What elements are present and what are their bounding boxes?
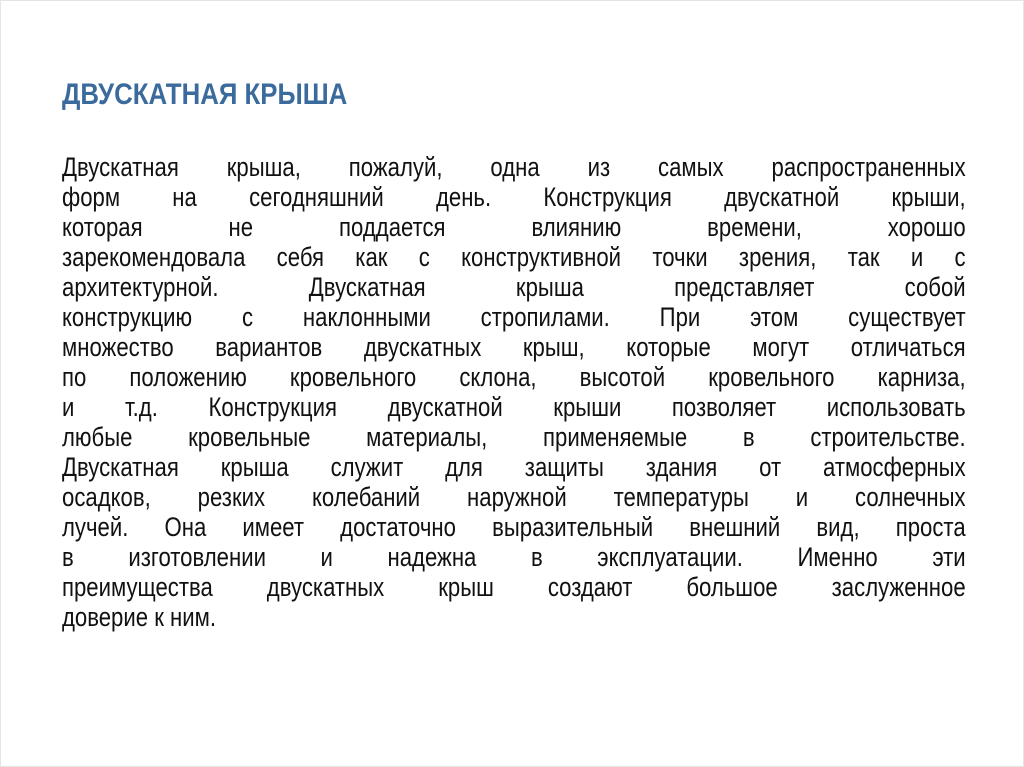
body-text-line: конструкцию с наклонными стропилами. При этом существует (62, 302, 966, 332)
slide-body-text (62, 152, 966, 632)
body-text-line: Двускатная крыша, пожалуй, одна из самых распространенных (62, 152, 966, 182)
body-text-line: преимущества двускатных крыш создают большое заслуженное (62, 572, 966, 602)
body-text-line: и т.д. Конструкция двускатной крыши позволяет использовать (62, 392, 966, 422)
body-text-line: зарекомендовала себя как с конструктивной точки зрения, так и с (62, 242, 966, 272)
body-text-line: осадков, резких колебаний наружной температуры и солнечных (62, 482, 966, 512)
body-text-line: по положению кровельного склона, высотой кровельного карниза, (62, 362, 966, 392)
body-text-line: которая не поддается влиянию времени, хорошо (62, 212, 966, 242)
body-text-line: в изготовлении и надежна в эксплуатации. Именно эти (62, 542, 966, 572)
body-text-line: лучей. Она имеет достаточно выразительный внешний вид, проста (62, 512, 966, 542)
body-text-line: форм на сегодняшний день. Конструкция двускатной крыши, (62, 182, 966, 212)
slide-title: ДВУСКАТНАЯ КРЫША (62, 78, 348, 111)
body-text-line: архитектурной. Двускатная крыша представляет собой (62, 272, 966, 302)
body-text-line: множество вариантов двускатных крыш, которые могут отличаться (62, 332, 966, 362)
body-text-line: Двускатная крыша служит для защиты здания от атмосферных (62, 452, 966, 482)
body-text-line: доверие к ним. (62, 602, 217, 632)
body-text-line: любые кровельные материалы, применяемые в строительстве. (62, 422, 966, 452)
